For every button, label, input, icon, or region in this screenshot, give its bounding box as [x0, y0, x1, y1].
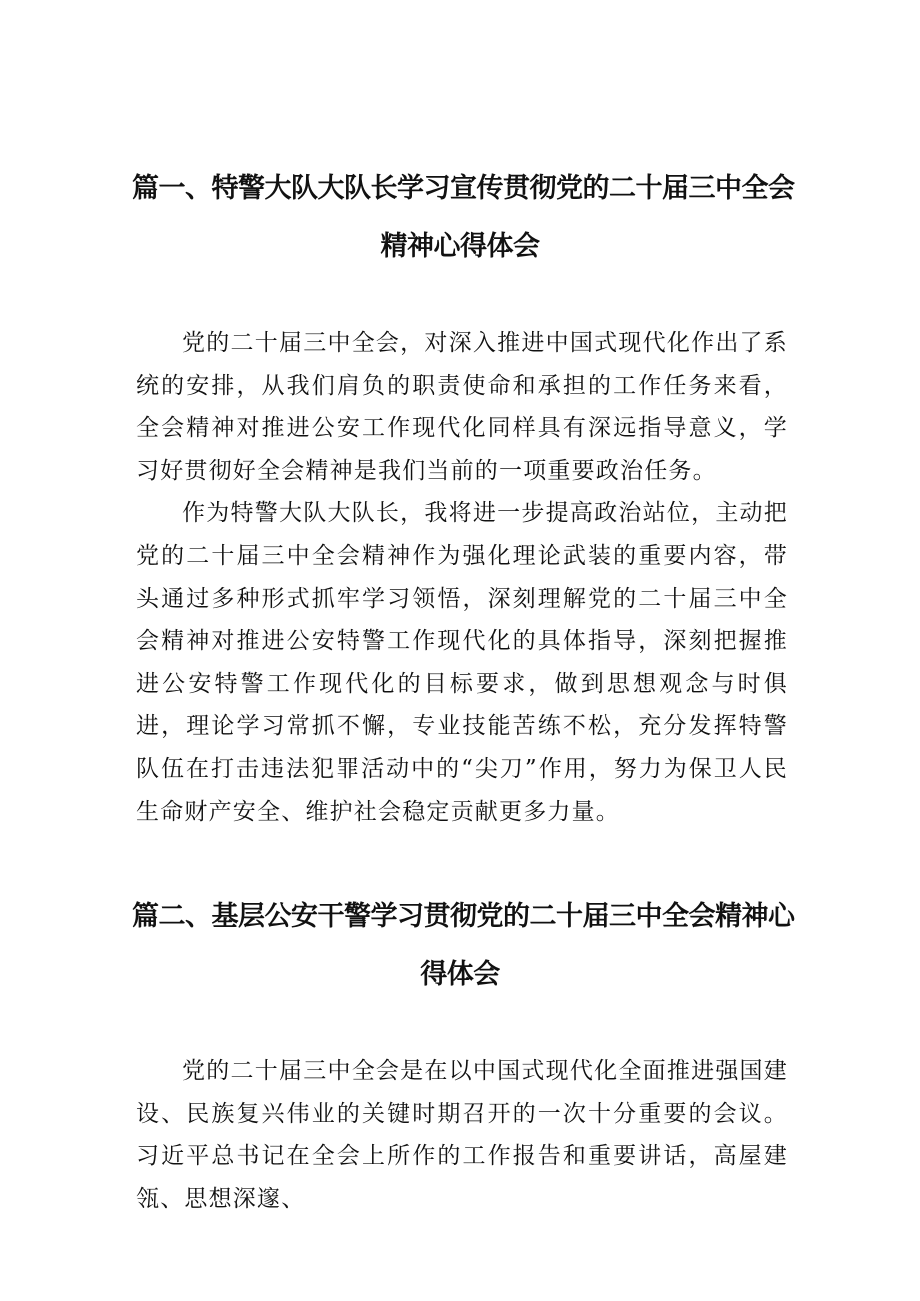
section-2-title-line2: 得体会 — [420, 959, 500, 990]
section-2-body — [136, 1050, 788, 1220]
section-1-title — [132, 160, 795, 276]
section-2-title — [132, 888, 795, 1004]
section-1-paragraph-1: 党的二十届三中全会，对深入推进中国式现代化作出了系统的安排，从我们肩负的职责使命和承担的工作任务来看，全会精神对推进公安工作现代化同样具有深远指导意义，学习好贯彻好全会精神是我们当前的一项重要政治任务。 — [136, 330, 788, 484]
section-2-title-line1: 篇二、基层公安干警学习贯彻党的二十届三中全会精神心 — [132, 901, 795, 932]
section-2-paragraph-1: 党的二十届三中全会是在以中国式现代化全面推进强国建设、民族复兴伟业的关键时期召开的一次十分重要的会议。习近平总书记在全会上所作的工作报告和重要讲话，高屋建瓴、思想深邃、 — [136, 1058, 788, 1212]
section-1-body — [136, 322, 788, 833]
section-1-title-line2: 精神心得体会 — [380, 231, 540, 262]
section-1-title-line1: 篇一、特警大队大队长学习宣传贯彻党的二十届三中全会 — [132, 173, 795, 204]
section-1-paragraph-2: 作为特警大队大队长，我将进一步提高政治站位，主动把党的二十届三中全会精神作为强化理论武装的重要内容，带头通过多种形式抓牢学习领悟，深刻理解党的二十届三中全会精神对推进公安特警工作现代化的具体指导，深刻把握推进公安特警工作现代化的目标要求，做到思想观念与时俱进，理论学习常抓不懈，专业技能苦练不松，充分发挥特警队伍在打击违法犯罪活动中的“尖刀”作用，努力为保卫人民生命财产安全、维护社会稳定贡献更多力量。 — [136, 500, 788, 825]
